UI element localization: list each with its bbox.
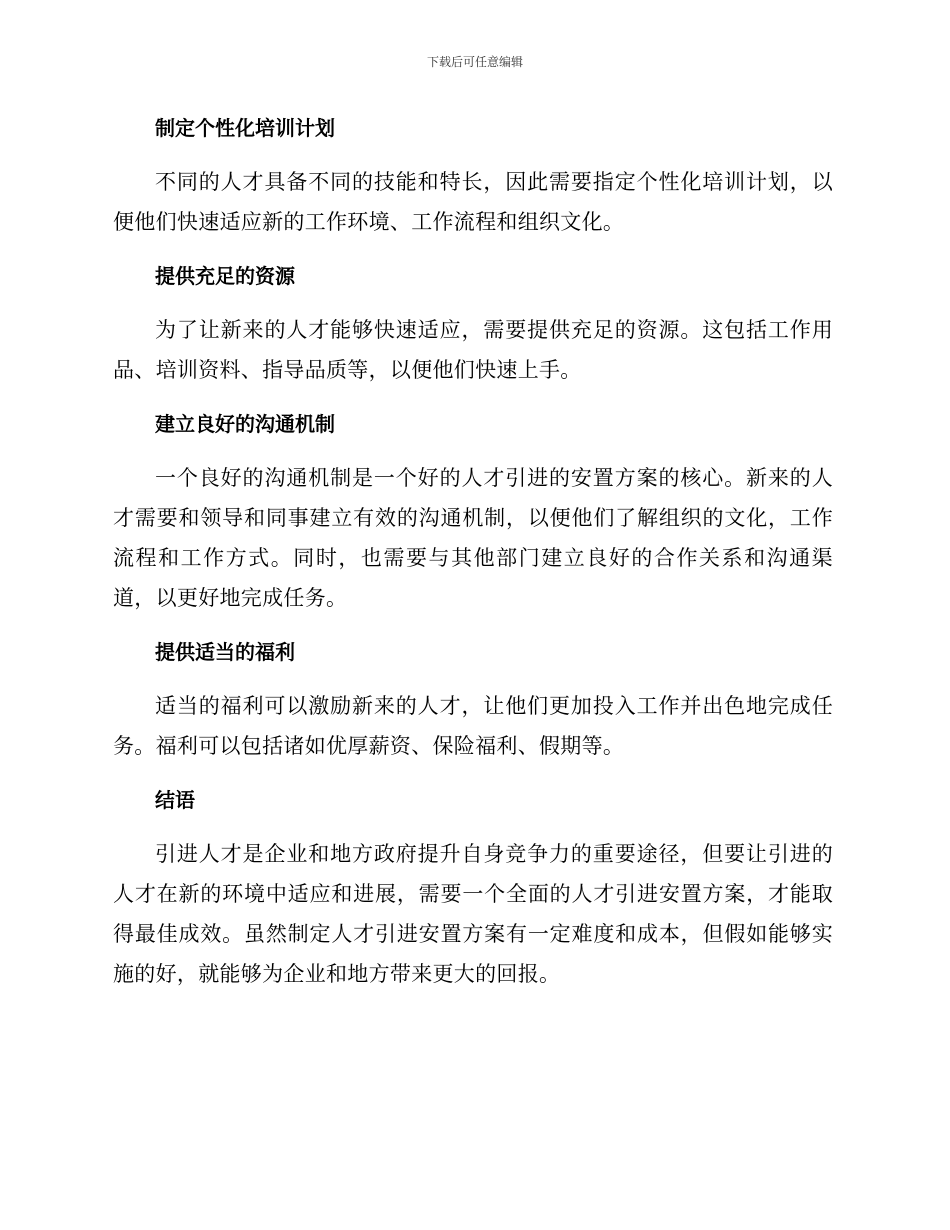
section-paragraph-benefits: 适当的福利可以激励新来的人才，让他们更加投入工作并出色地完成任务。福利可以包括诸如优厚薪资、保险福利、假期等。	[113, 694, 833, 758]
section-paragraph-communication: 一个良好的沟通机制是一个好的人才引进的安置方案的核心。新来的人才需要和领导和同事建立有效的沟通机制，以便他们了解组织的文化，工作流程和工作方式。同时，也需要与其他部门建立良好的合作关系和沟通渠道，以更好地完成任务。	[113, 466, 833, 610]
section-paragraph-resources: 为了让新来的人才能够快速适应，需要提供充足的资源。这包括工作用品、培训资料、指导品质等，以便他们快速上手。	[113, 318, 833, 382]
section-heading-resources: 提供充足的资源	[155, 264, 295, 288]
section-paragraph-training-plan: 不同的人才具备不同的技能和特长，因此需要指定个性化培训计划，以便他们快速适应新的工作环境、工作流程和组织文化。	[113, 170, 833, 234]
section-heading-benefits: 提供适当的福利	[155, 640, 295, 664]
section-heading-training-plan: 制定个性化培训计划	[155, 116, 335, 140]
section-heading-communication: 建立良好的沟通机制	[155, 412, 335, 436]
page-header: 下载后可任意编辑	[426, 55, 523, 69]
section-heading-conclusion: 结语	[155, 788, 195, 812]
document-body	[113, 108, 833, 1008]
section-paragraph-conclusion: 引进人才是企业和地方政府提升自身竞争力的重要途径，但要让引进的人才在新的环境中适应和进展，需要一个全面的人才引进安置方案，才能取得最佳成效。虽然制定人才引进安置方案有一定难度和成本，但假如能够实施的好，就能够为企业和地方带来更大的回报。	[113, 842, 833, 986]
